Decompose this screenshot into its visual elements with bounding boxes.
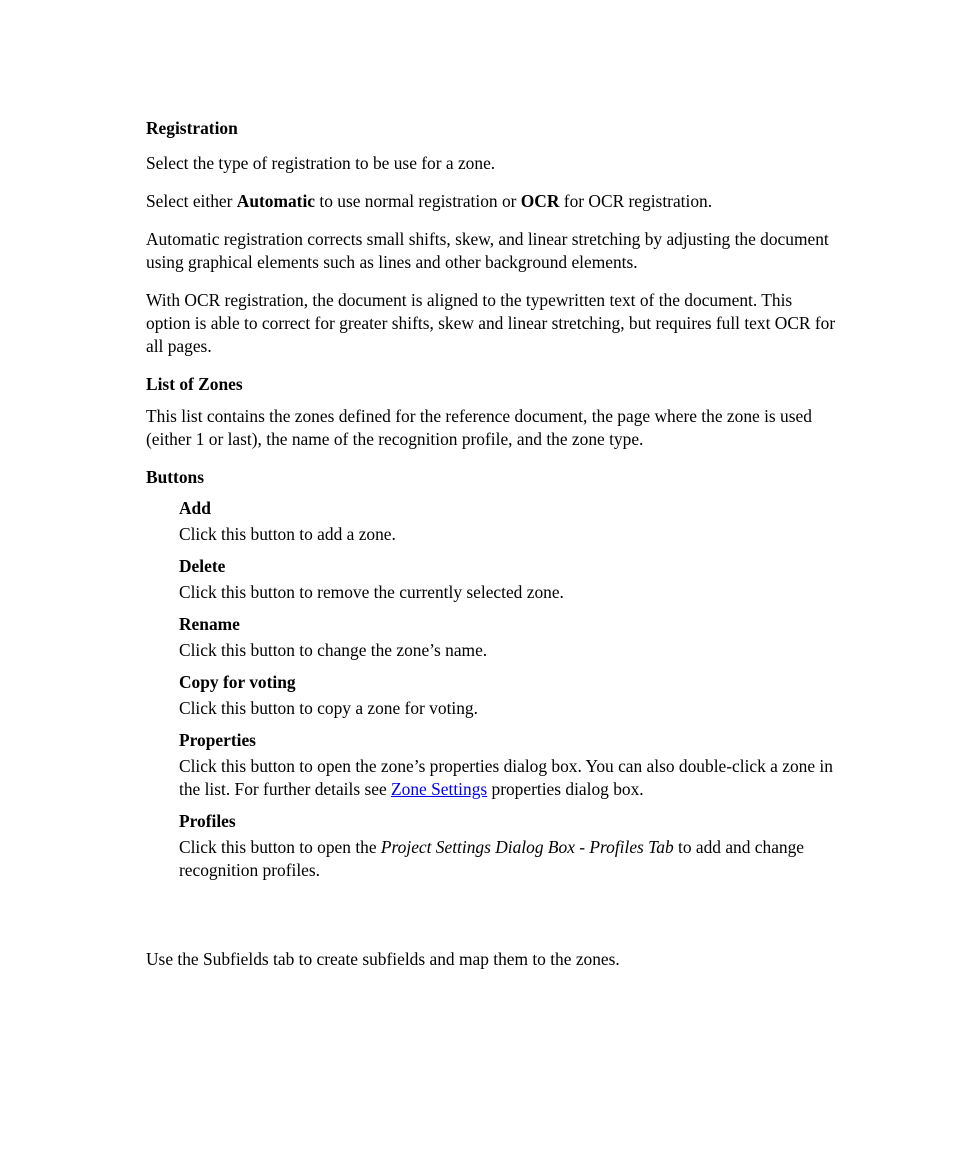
button-term: Copy for voting <box>179 672 296 692</box>
profiles-desc-text-2: to add and change recognition profiles. <box>179 837 805 880</box>
list-of-zones-description: This list contains the zones defined for the reference document, the page where the zone is used (either 1 or last), the name of the recognition profile, and the zone type. <box>146 406 812 449</box>
profiles-tab-reference: Project Settings Dialog Box - Profiles Tab <box>380 837 674 857</box>
registration-choice-text-3: for OCR registration. <box>559 191 713 211</box>
button-description <box>179 755 836 801</box>
properties-desc-text-2: properties dialog box. <box>487 779 644 799</box>
button-description: Click this button to copy a zone for voting. <box>179 698 478 718</box>
automatic-registration-description: Automatic registration corrects small shifts, skew, and linear stretching by adjusting the document using graphical elements such as lines and other background elements. <box>146 229 829 272</box>
subfields-note: Use the Subfields tab to create subfields and map them to the zones. <box>146 949 620 969</box>
registration-intro: Select the type of registration to be use for a zone. <box>146 153 496 173</box>
registration-choice-text-1: Select either <box>146 191 237 211</box>
buttons-list <box>146 497 836 882</box>
button-entry-copy-for-voting <box>179 671 836 720</box>
button-term: Rename <box>179 614 240 634</box>
button-description: Click this button to add a zone. <box>179 524 396 544</box>
zone-settings-link[interactable]: Zone Settings <box>391 779 488 799</box>
button-description: Click this button to remove the currently selected zone. <box>179 582 564 602</box>
ocr-term: OCR <box>520 191 560 211</box>
document-body <box>146 117 836 891</box>
button-description: Click this button to change the zone’s name. <box>179 640 488 660</box>
button-term: Properties <box>179 730 256 750</box>
registration-choice-text-2: to use normal registration or <box>315 191 521 211</box>
buttons-heading: Buttons <box>146 467 204 487</box>
button-term: Profiles <box>179 811 236 831</box>
list-of-zones-heading: List of Zones <box>146 374 243 394</box>
automatic-term: Automatic <box>236 191 316 211</box>
button-entry-delete <box>179 555 836 604</box>
registration-choice <box>146 190 836 213</box>
properties-desc-text-1: Click this button to open the zone’s properties dialog box. You can also double-click a zone in the list. For further details see <box>179 756 833 799</box>
button-description <box>179 836 836 882</box>
button-term: Delete <box>179 556 226 576</box>
button-entry-add <box>179 497 836 546</box>
ocr-registration-description: With OCR registration, the document is aligned to the typewritten text of the document. This option is able to correct for greater shifts, skew and linear stretching, but requires full text OCR for all pages. <box>146 290 836 356</box>
button-entry-rename <box>179 613 836 662</box>
profiles-desc-text-1: Click this button to open the <box>179 837 381 857</box>
button-term: Add <box>179 498 211 518</box>
registration-heading: Registration <box>146 118 238 138</box>
button-entry-properties <box>179 729 836 801</box>
button-entry-profiles <box>179 810 836 882</box>
